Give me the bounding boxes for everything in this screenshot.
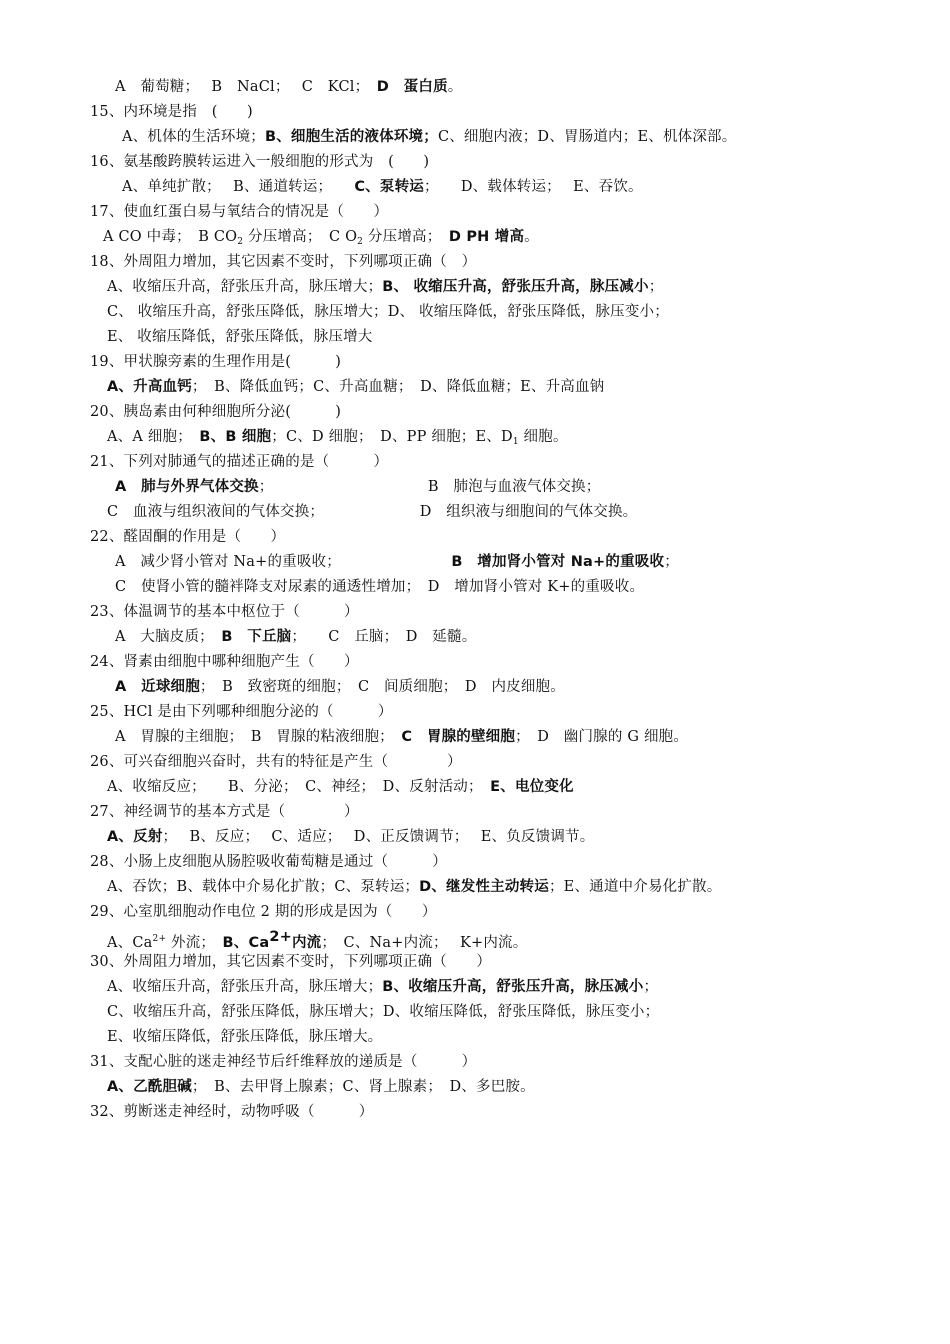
answer-text: 内流 xyxy=(291,935,322,951)
line-text: C、收缩压升高，舒张压降低，脉压增大；D、收缩压降低，舒张压降低，脉压变小； xyxy=(107,1004,660,1020)
line-text: 29、心室肌细胞动作电位 2 期的形成是因为（ ） xyxy=(90,904,437,920)
answer-text: B、细胞生活的液体环境； xyxy=(264,129,438,145)
answer-text: B、Ca xyxy=(222,935,270,951)
line-text: 25、HCl 是由下列哪种细胞分泌的（ ） xyxy=(90,704,393,720)
text-line xyxy=(90,750,462,774)
line-text: C、细胞内液；D、胃肠道内；E、机体深部。 xyxy=(437,129,737,145)
text-line xyxy=(115,475,600,499)
text-line xyxy=(107,1025,382,1049)
line-text: 17、使血红蛋白易与氧结合的情况是（ ） xyxy=(90,204,389,220)
line-text: A、Ca xyxy=(107,935,153,951)
line-text: A 葡萄糖； B NaCl； C KCl； xyxy=(115,79,377,95)
line-text: 分压增高； xyxy=(363,229,449,245)
line-text: 2 xyxy=(357,237,364,247)
text-line xyxy=(107,275,663,299)
text-line xyxy=(90,850,447,874)
text-line xyxy=(107,425,568,449)
answer-text: A 近球细胞 xyxy=(115,679,200,695)
line-text: 20、胰岛素由何种细胞所分泌( ) xyxy=(90,404,342,420)
answer-text: 2+ xyxy=(269,929,292,945)
line-text: ； B 致密斑的细胞； C 间质细胞； D 内皮细胞。 xyxy=(199,679,565,695)
answer-text: D、继发性主动转运 xyxy=(419,879,549,895)
answer-text: B 增加肾小管对 Na+的重吸收 xyxy=(451,554,665,570)
text-line xyxy=(115,75,462,99)
line-text: E、 收缩压降低，舒张压降低，脉压增大 xyxy=(107,329,373,345)
text-line xyxy=(90,1100,373,1124)
text-line xyxy=(115,625,476,649)
text-line xyxy=(107,325,373,349)
text-line xyxy=(90,900,437,924)
answer-text: B 下丘脑 xyxy=(221,629,292,645)
line-text: A CO 中毒； B CO xyxy=(103,229,238,245)
text-line xyxy=(107,975,658,999)
line-text: A 大脑皮质； xyxy=(115,629,222,645)
line-text: 。 xyxy=(447,79,463,95)
text-line xyxy=(90,800,359,824)
line-text: 2 xyxy=(237,237,244,247)
line-text: ； xyxy=(664,554,679,570)
line-text: 2+ xyxy=(152,934,167,944)
text-line xyxy=(90,250,476,274)
line-text: ； D 幽门腺的 G 细胞。 xyxy=(515,729,689,745)
text-line xyxy=(90,450,388,474)
text-line xyxy=(90,650,359,674)
text-line xyxy=(122,175,643,199)
line-text: 21、下列对肺通气的描述正确的是（ ） xyxy=(90,454,389,470)
text-line xyxy=(107,1000,659,1024)
line-text: A 减少肾小管对 Na+的重吸收； xyxy=(115,554,452,570)
line-text: 22、醛固酮的作用是（ ） xyxy=(90,529,286,545)
text-line xyxy=(115,575,644,599)
line-text: 19、甲状腺旁素的生理作用是( ) xyxy=(90,354,342,370)
answer-text: C、泵转运 xyxy=(354,179,424,195)
line-text: 30、外周阻力增加，其它因素不变时，下列哪项正确（ ） xyxy=(90,954,492,970)
text-line xyxy=(107,875,721,899)
line-text: A、收缩压升高，舒张压升高，脉压增大； xyxy=(107,979,383,995)
line-text: ； B、去甲肾上腺素；C、肾上腺素； D、多巴胺。 xyxy=(191,1079,535,1095)
answer-text: A、乙酰胆碱 xyxy=(107,1079,192,1095)
line-text: 31、支配心脏的迷走神经节后纤维释放的递质是（ ） xyxy=(90,1054,477,1070)
line-text: 细胞。 xyxy=(518,429,568,445)
text-line xyxy=(90,150,429,174)
line-text: 27、神经调节的基本方式是（ ） xyxy=(90,804,359,820)
text-line xyxy=(107,825,594,849)
text-line xyxy=(90,200,388,224)
text-line xyxy=(115,675,565,699)
line-text: ； C 丘脑； D 延髓。 xyxy=(291,629,477,645)
line-text: E、收缩压降低，舒张压降低，脉压增大。 xyxy=(107,1029,383,1045)
line-text: A、A 细胞； xyxy=(107,429,200,445)
line-text: C 血液与组织液间的气体交换； D 组织液与细胞间的气体交换。 xyxy=(107,504,638,520)
text-line xyxy=(90,1050,476,1074)
text-line xyxy=(107,775,574,799)
text-line xyxy=(107,375,604,399)
text-line xyxy=(115,725,688,749)
line-text: A、收缩反应； B、分泌； C、神经； D、反射活动； xyxy=(107,779,491,795)
line-text: ； B、降低血钙；C、升高血糖； D、降低血糖；E、升高血钠 xyxy=(191,379,605,395)
line-text: 28、小肠上皮细胞从肠腔吸收葡萄糖是通过（ ） xyxy=(90,854,447,870)
text-line xyxy=(90,700,393,724)
line-text: ； xyxy=(648,279,664,295)
answer-text: D PH 增高 xyxy=(448,229,525,245)
line-text: C 使肾小管的髓袢降支对尿素的通透性增加； D 增加肾小管对 K+的重吸收。 xyxy=(115,579,645,595)
text-line xyxy=(122,125,736,149)
answer-text: A、升高血钙 xyxy=(107,379,192,395)
text-line xyxy=(90,400,341,424)
text-line xyxy=(103,225,539,249)
line-text: ； B、反应； C、适应； D、正反馈调节； E、负反馈调节。 xyxy=(162,829,595,845)
line-text: A、收缩压升高，舒张压升高，脉压增大； xyxy=(107,279,383,295)
line-text: ； xyxy=(643,979,659,995)
answer-text: B、收缩压升高，舒张压升高，脉压减小 xyxy=(382,979,644,995)
line-text: A、单纯扩散； B、通道转运； xyxy=(122,179,355,195)
text-line xyxy=(107,1075,535,1099)
line-text: 外流； xyxy=(166,935,223,951)
line-text: 24、肾素由细胞中哪种细胞产生（ ） xyxy=(90,654,359,670)
line-text: ； D、载体转运； E、吞饮。 xyxy=(424,179,643,195)
answer-text: A、反射 xyxy=(107,829,163,845)
line-text: A、吞饮；B、载体中介易化扩散；C、泵转运； xyxy=(107,879,420,895)
text-line xyxy=(107,925,527,949)
text-line xyxy=(90,600,359,624)
line-text: ； B 肺泡与血液气体交换； xyxy=(258,479,601,495)
text-line xyxy=(107,500,637,524)
answer-text: A 肺与外界气体交换 xyxy=(115,479,259,495)
line-text: 26、可兴奋细胞兴奋时，共有的特征是产生（ ） xyxy=(90,754,462,770)
line-text: 32、剪断迷走神经时，动物呼吸（ ） xyxy=(90,1104,374,1120)
line-text: 分压增高； C O xyxy=(243,229,358,245)
text-line xyxy=(90,350,341,374)
line-text: 1 xyxy=(512,437,519,447)
text-line xyxy=(90,100,253,124)
line-text: 。 xyxy=(524,229,539,245)
line-text: 23、体温调节的基本中枢位于（ ） xyxy=(90,604,359,620)
text-line xyxy=(107,300,669,324)
line-text: ；C、D 细胞； D、PP 细胞；E、D xyxy=(271,429,513,445)
line-text: 16、氨基酸跨膜转运进入一般细胞的形式为 ( ) xyxy=(90,154,430,170)
answer-text: C 胃腺的壁细胞 xyxy=(401,729,516,745)
line-text: 15、内环境是指 ( ) xyxy=(90,104,253,120)
answer-text: B、 收缩压升高，舒张压升高，脉压减小 xyxy=(382,279,649,295)
line-text: A 胃腺的主细胞； B 胃腺的粘液细胞； xyxy=(115,729,402,745)
answer-text: D 蛋白质 xyxy=(376,79,448,95)
line-text: C、 收缩压升高，舒张压降低，脉压增大；D、 收缩压降低，舒张压降低，脉压变小； xyxy=(107,304,669,320)
line-text: 18、外周阻力增加，其它因素不变时，下列哪项正确（ ） xyxy=(90,254,477,270)
line-text: A、机体的生活环境； xyxy=(122,129,265,145)
text-line xyxy=(90,525,285,549)
answer-text: B、B 细胞 xyxy=(199,429,272,445)
line-text: ； C、Na+内流； K+内流。 xyxy=(321,935,528,951)
text-line xyxy=(90,950,491,974)
line-text: ；E、通道中介易化扩散。 xyxy=(548,879,722,895)
text-line xyxy=(115,550,679,574)
answer-text: E、电位变化 xyxy=(490,779,574,795)
